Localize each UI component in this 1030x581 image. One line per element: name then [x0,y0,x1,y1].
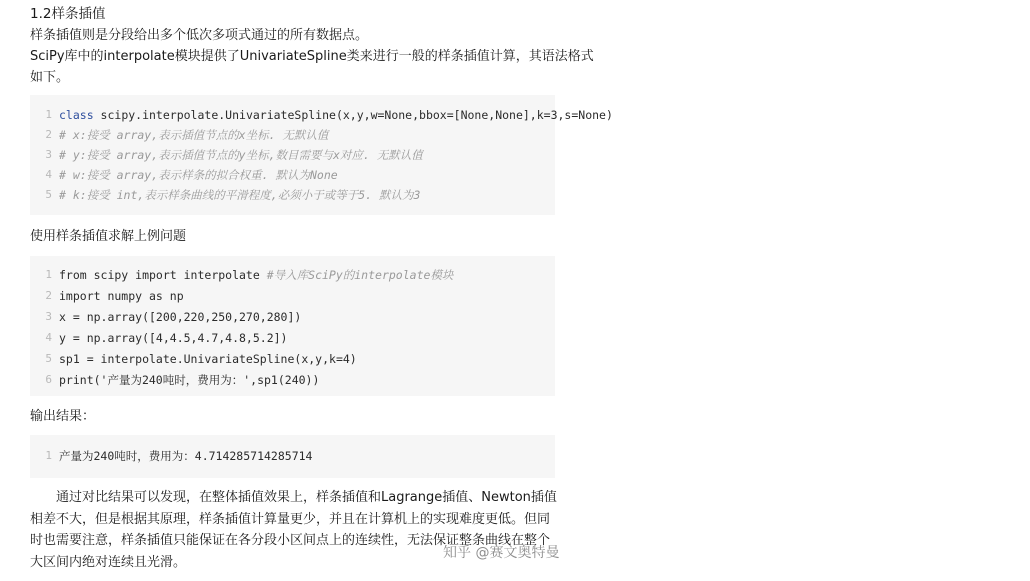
code-text: sp1 = interpolate.UnivariateSpline(x,y,k=4) [59,352,357,366]
line-number: 5 [45,352,52,365]
output-label: 输出结果： [30,409,96,424]
line-number: 5 [45,188,52,201]
intro-line-3: 如下。 [30,70,70,85]
line-number: 2 [45,128,52,141]
line-number: 1 [45,268,52,281]
code-text: y = np.array([4,4.5,4.7,4.8,5.2]) [59,331,288,345]
code-text: from scipy import interpolate [59,268,267,282]
line-number: 1 [45,108,52,121]
code-comment: #导入库SciPy的interpolate模块 [266,268,454,282]
code-text: import numpy as np [59,289,184,303]
line-number: 3 [45,148,52,161]
output-block [30,435,555,478]
code-line [30,105,1030,125]
line-number: 3 [45,310,52,323]
code-keyword: class [59,108,94,122]
conclusion-paragraph: 通过对比结果可以发现，在整体插值效果上，样条插值和Lagrange插值、Newton插值相差不大，但是根据其原理，样条插值计算量更少，并且在计算机上的实现难度更低。但同时也需要注意，样条插值只能保证在各分段小区间点上的连续性，无法保证整条曲线在整个大区间内绝对连续且光滑。 [30,490,557,570]
code-comment: # w:接受 array,表示样条的拟合权重. 默认为None [59,168,338,182]
code-comment: # x:接受 array,表示插值节点的x坐标. 无默认值 [59,128,329,142]
line-number: 4 [45,331,52,344]
line-number: 6 [45,373,52,386]
line-number: 2 [45,289,52,302]
code-text: x = np.array([200,220,250,270,280]) [59,310,302,324]
subheading: 使用样条插值求解上例问题 [30,229,187,244]
intro-line-1: 样条插值则是分段给出多个低次多项式通过的所有数据点。 [30,28,369,43]
syntax-code-block [30,95,613,215]
intro-line-2: SciPy库中的interpolate模块提供了UnivariateSpline类来进行一般的样条插值计算，其语法格式 [30,49,594,64]
example-code-block [30,256,555,396]
line-number: 1 [45,449,52,462]
code-text: scipy.interpolate.UnivariateSpline(x,y,w=None,bbox=[None,None],k=3,s=None) [93,108,613,122]
code-text: print('产量为240吨时，费用为：',sp1(240)) [59,373,320,387]
code-comment: # k:接受 int,表示样条曲线的平滑程度,必须小于或等于5. 默认为3 [59,188,421,202]
section-heading: 1.2样条插值 [30,6,106,22]
zhihu-watermark: 知乎 @赛文奥特曼 [443,545,560,561]
code-comment: # y:接受 array,表示插值节点的y坐标,数目需要与x对应. 无默认值 [59,148,423,162]
line-number: 4 [45,168,52,181]
output-text: 产量为240吨时，费用为：4.714285714285714 [59,449,313,463]
